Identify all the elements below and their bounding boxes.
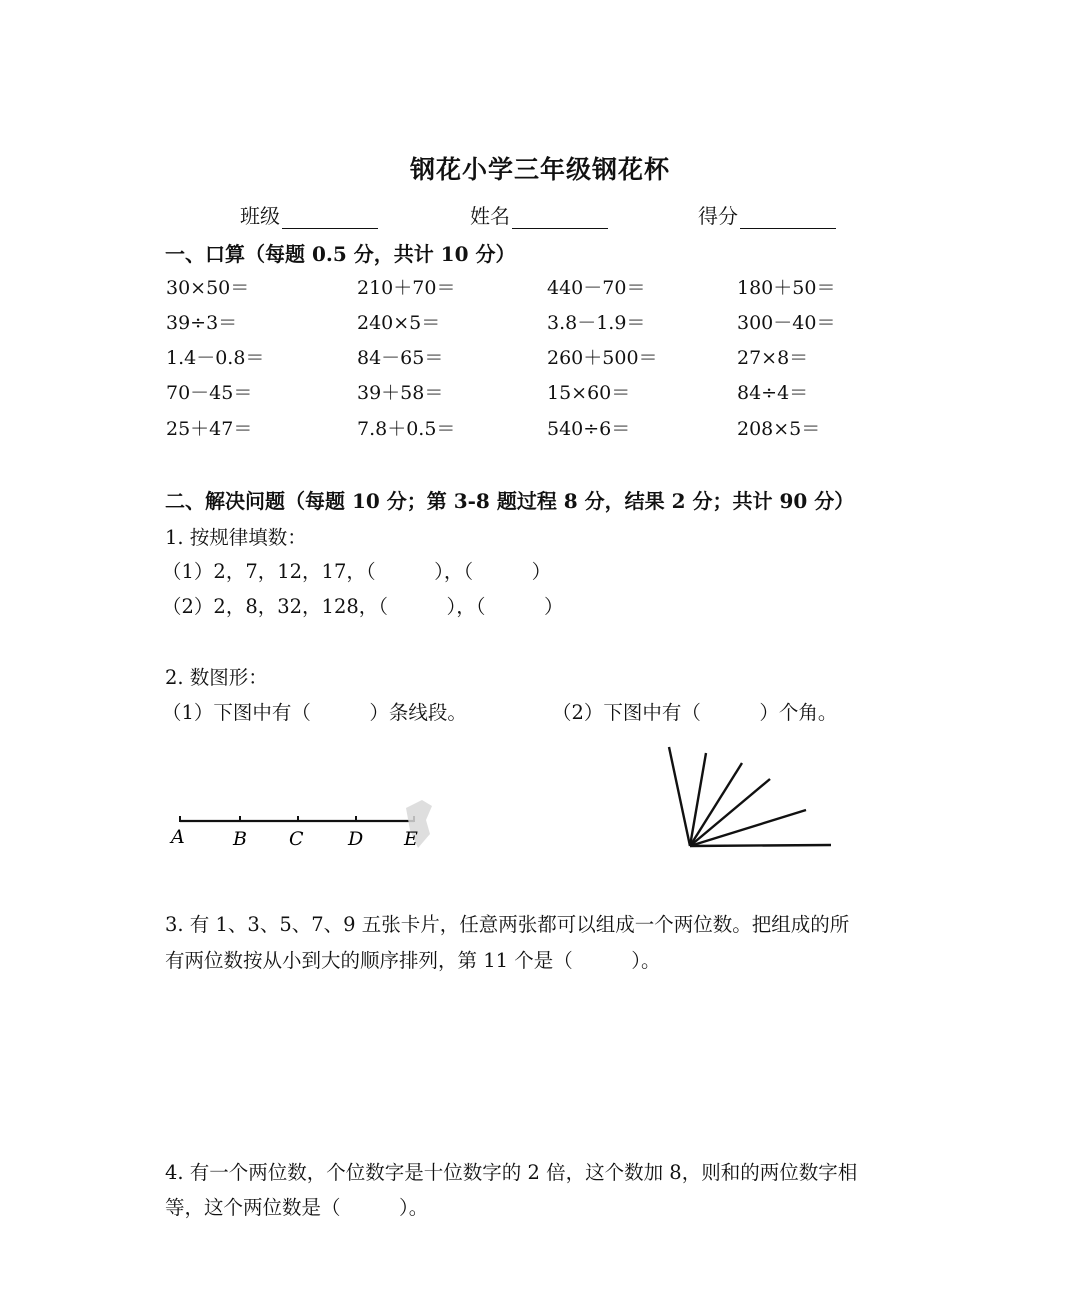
calc-item: 15×60＝ [547, 382, 631, 404]
calc-item: 208×5＝ [737, 418, 821, 440]
calc-item: 180＋50＝ [737, 277, 836, 299]
calc-item: 240×5＝ [357, 312, 441, 334]
question-2: 2. 数图形： [165, 666, 268, 689]
score-field [698, 200, 836, 229]
angle-diagram [660, 740, 840, 855]
calc-item: 25＋47＝ [166, 418, 253, 440]
segment-diagram [160, 790, 460, 860]
point-label-b: B [233, 828, 247, 850]
ray-4 [690, 779, 770, 846]
point-label-d: D [348, 828, 364, 850]
class-field [240, 200, 378, 229]
ray-5 [690, 810, 806, 846]
calc-item: 30×50＝ [166, 277, 250, 299]
ray-6 [690, 845, 831, 846]
page-title: 钢花小学三年级钢花杯 [409, 155, 670, 184]
section2-heading: 二、解决问题（每题 10 分；第 3-8 题过程 8 分，结果 2 分；共计 90 分） [165, 489, 855, 513]
calc-item: 84－65＝ [357, 347, 444, 369]
question-4-line2: 等，这个两位数是（ ）。 [165, 1196, 429, 1219]
question-1a: （1）2，7，12，17，（ ），（ ） [162, 560, 552, 583]
question-2b: （2）下图中有（ ）个角。 [552, 701, 838, 724]
calc-item: 27×8＝ [737, 347, 809, 369]
calc-item: 1.4－0.8＝ [166, 347, 265, 369]
calc-item: 440－70＝ [547, 277, 646, 299]
name-blank [512, 208, 608, 229]
question-1b: （2）2，8，32，128，（ ），（ ） [162, 595, 564, 618]
question-3-line2: 有两位数按从小到大的顺序排列，第 11 个是（ ）。 [165, 949, 661, 972]
class-label: 班级 [240, 204, 280, 228]
question-1: 1. 按规律填数： [165, 526, 307, 549]
name-label: 姓名 [470, 204, 510, 228]
section1-heading: 一、口算（每题 0.5 分，共计 10 分） [165, 242, 516, 266]
name-field [470, 200, 608, 229]
calc-item: 84÷4＝ [737, 382, 809, 404]
class-blank [282, 208, 378, 229]
calc-item: 300－40＝ [737, 312, 836, 334]
question-4-line1: 4. 有一个两位数，个位数字是十位数字的 2 倍，这个数加 8，则和的两位数字相 [165, 1161, 858, 1184]
score-label: 得分 [698, 204, 738, 228]
calc-item: 39÷3＝ [166, 312, 238, 334]
calc-item: 540÷6＝ [547, 418, 631, 440]
point-label-e: E [404, 828, 418, 850]
score-blank [740, 208, 836, 229]
calc-item: 260＋500＝ [547, 347, 658, 369]
calc-item: 7.8＋0.5＝ [357, 418, 456, 440]
calc-item: 70－45＝ [166, 382, 253, 404]
calc-item: 3.8－1.9＝ [547, 312, 646, 334]
question-2a: （1）下图中有（ ）条线段。 [162, 701, 467, 724]
point-label-a: A [171, 826, 185, 848]
calc-item: 210＋70＝ [357, 277, 456, 299]
ray-1 [669, 747, 690, 846]
point-label-c: C [289, 828, 304, 850]
calc-item: 39＋58＝ [357, 382, 444, 404]
question-3-line1: 3. 有 1、3、5、7、9 五张卡片，任意两张都可以组成一个两位数。把组成的所 [165, 913, 850, 936]
